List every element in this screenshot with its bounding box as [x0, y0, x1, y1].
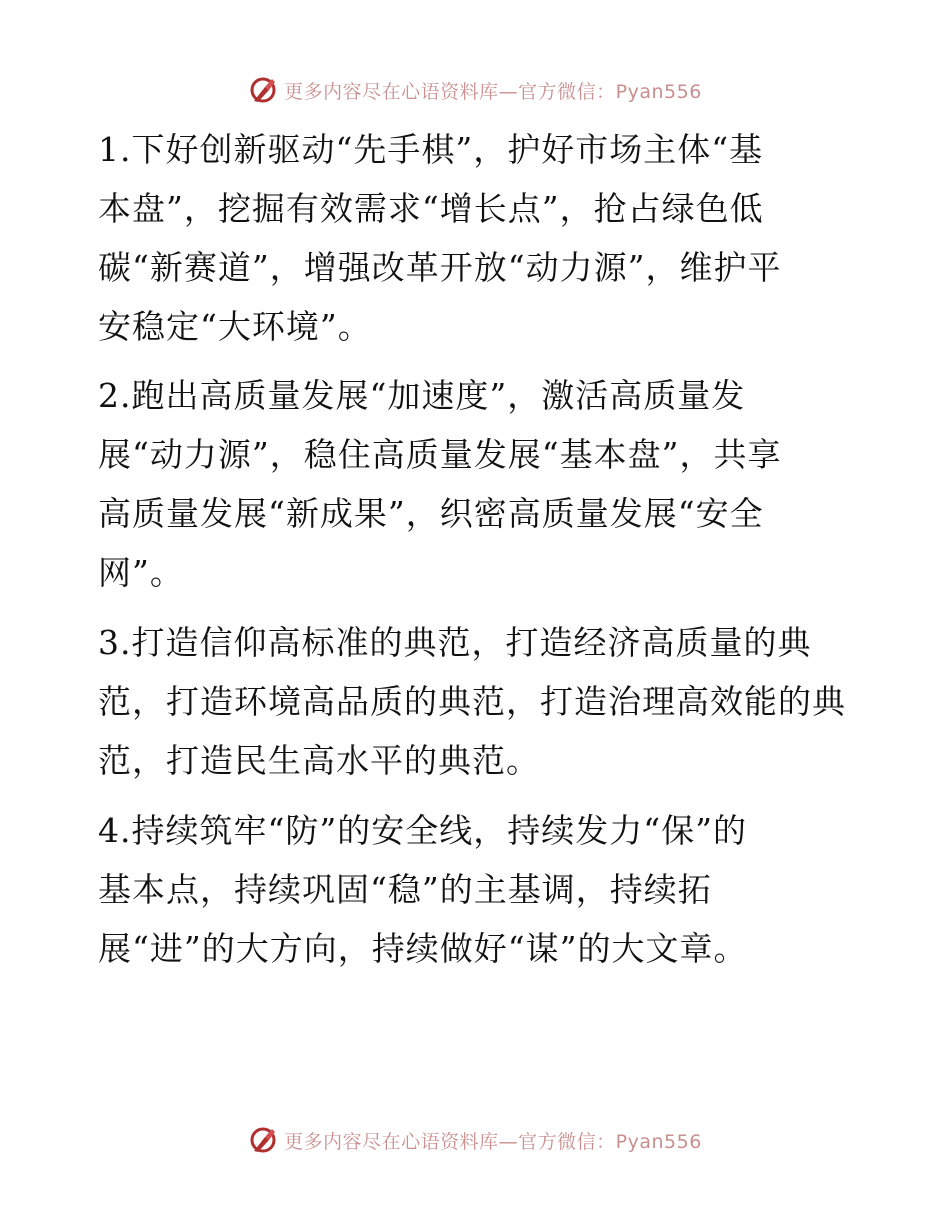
- paragraph-line: 范，打造环境高品质的典范，打造治理高效能的典: [98, 682, 846, 721]
- paragraph-line: 4.持续筑牢“防”的安全线，持续发力“保”的: [98, 811, 747, 850]
- paragraph-line: 高质量发展“新成果”，织密高质量发展“安全: [98, 494, 764, 533]
- paragraph-line: 网”。: [98, 553, 184, 592]
- watermark-text: 更多内容尽在心语资料库—官方微信：Pyan556: [284, 1130, 702, 1153]
- paragraph-line: 碳“新赛道”，增强改革开放“动力源”，维护平: [98, 248, 782, 287]
- pen-logo-icon: [248, 1125, 278, 1155]
- paragraph-line: 基本点，持续巩固“稳”的主基调，持续拓: [98, 870, 712, 909]
- footer-watermark: [0, 1122, 950, 1158]
- paragraph-line: 展“进”的大方向，持续做好“谋”的大文章。: [98, 929, 748, 968]
- paragraph-line: 2.跑出高质量发展“加速度”，激活高质量发: [98, 376, 746, 415]
- paragraph-line: 本盘”，挖掘有效需求“增长点”，抢占绿色低: [98, 189, 764, 228]
- paragraph-4: [98, 801, 850, 978]
- paragraph-2: [98, 366, 850, 602]
- paragraph-line: 范，打造民生高水平的典范。: [98, 741, 540, 780]
- header-watermark: [0, 72, 950, 108]
- watermark-text: 更多内容尽在心语资料库—官方微信：Pyan556: [284, 80, 702, 103]
- paragraph-line: 1.下好创新驱动“先手棋”，护好市场主体“基: [98, 130, 764, 169]
- paragraph-line: 展“动力源”，稳住高质量发展“基本盘”，共享: [98, 435, 782, 474]
- pen-logo-icon: [248, 75, 278, 105]
- paragraph-line: 安稳定“大环境”。: [98, 307, 372, 346]
- paragraph-3: [98, 613, 850, 790]
- paragraph-1: [98, 120, 850, 356]
- paragraph-line: 3.打造信仰高标准的典范，打造经济高质量的典: [98, 623, 812, 662]
